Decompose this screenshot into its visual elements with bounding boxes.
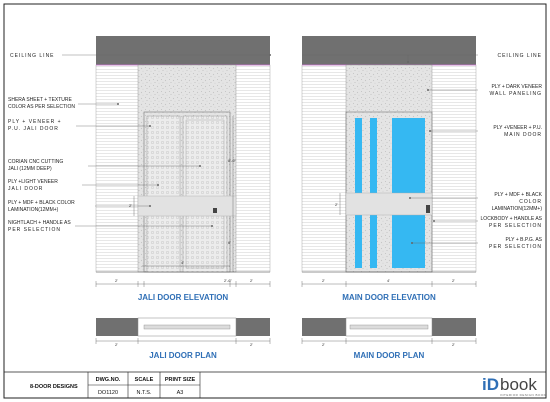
main-door-plan — [302, 318, 476, 360]
print-size-value: A3 — [176, 390, 184, 396]
main-plan-dim-left: 2' — [322, 342, 325, 347]
main-plan-wall-right — [432, 318, 476, 336]
main-dim-d: 2' — [335, 202, 338, 207]
jali-black-label-1: PLY + MDF + BLACK COLOR — [8, 200, 75, 206]
jali-dim-b: 2'-6" — [224, 278, 232, 283]
jali-door-right-leaf — [183, 116, 227, 272]
main-mdf-label-1: PLY + MDF + BLACK — [494, 192, 542, 198]
main-ceiling-slab — [302, 36, 476, 65]
jali-corian-label-1: CORIAN CNC CUTTING — [8, 159, 64, 165]
brand-part-a: iD — [482, 375, 499, 394]
jali-door-elevation — [8, 36, 271, 302]
main-lockbody — [426, 205, 430, 213]
main-ceiling-label: CEILING LINE — [497, 53, 542, 59]
main-lamination-band — [346, 193, 432, 215]
main-elevation-title: MAIN DOOR ELEVATION — [342, 293, 436, 302]
jali-door-plan — [96, 318, 270, 360]
jali-dim-g: 2' — [129, 203, 132, 208]
main-dark-label-2: WALL PANELING — [489, 91, 542, 97]
main-lock-label-1: LOCKBODY + HANDLE AS — [480, 216, 542, 222]
dwg-no-value: DO1120 — [97, 390, 119, 396]
jali-plan-door — [144, 325, 230, 329]
main-lock-label-2: PER SELECTION — [488, 223, 542, 229]
idbook-logo — [482, 375, 546, 397]
title-block — [4, 372, 546, 398]
main-plan-door — [350, 325, 428, 329]
main-door-elevation — [302, 36, 543, 302]
jali-plan-wall-right — [236, 318, 270, 336]
jali-handle — [213, 208, 217, 213]
jali-shera-label-2: COLOR AS PER SELECTION — [8, 104, 75, 110]
jali-ceiling-slab — [96, 36, 270, 65]
jali-dim-f: 8'-6" — [228, 158, 236, 163]
jali-ply-label-2: P.U. JALI DOOR — [8, 126, 59, 132]
main-veneer-label-2: MAIN DOOR — [504, 132, 542, 138]
main-dim-a: 2' — [322, 278, 325, 283]
jali-night-label-1: NIGHTLACH + HANDLE AS — [8, 220, 71, 226]
jali-elevation-title: JALI DOOR ELEVATION — [137, 293, 229, 302]
print-size-label: PRINT SIZE — [164, 377, 196, 383]
jali-door-left-leaf — [147, 116, 180, 272]
jali-plan-dim-left: 2' — [115, 342, 118, 347]
main-mdf-label-3: LAMINATION(12MM+) — [491, 206, 542, 212]
main-mdf-label-2: COLOR — [519, 199, 542, 205]
main-dim-c: 2' — [452, 278, 455, 283]
main-dark-label-1: PLY + DARK VENEER — [491, 84, 542, 90]
main-veneer-label-1: PLY +VENEER + P.U. — [493, 125, 542, 131]
scale-value: N.T.S. — [136, 390, 152, 396]
jali-light-label-1: PLY +LIGHT VENEER — [8, 179, 58, 185]
main-plan-dim-right: 2' — [452, 342, 455, 347]
scale-label: SCALE — [134, 377, 154, 383]
jali-plan-wall-left — [96, 318, 138, 336]
main-plan-title: MAIN DOOR PLAN — [353, 351, 425, 360]
jali-night-label-2: PER SELECTION — [8, 227, 62, 233]
jali-plan-dim-right: 2' — [250, 342, 253, 347]
jali-lamination-band — [138, 196, 236, 216]
main-dim-b: 4' — [387, 278, 390, 283]
main-plan-wall-left — [302, 318, 346, 336]
brand-subtitle: INTERIOR DESIGN BOOK — [500, 393, 547, 397]
main-bpg-label-1: PLY + B.P.G. AS — [505, 237, 542, 243]
brand-part-b: book — [500, 375, 537, 394]
jali-dim-a: 2' — [115, 278, 118, 283]
title-block-name: 8-DOOR DESIGNS — [30, 384, 78, 390]
jali-dim-e: 6' — [228, 240, 231, 245]
jali-ply-label-1: PLY + VENEER + — [8, 119, 62, 125]
jali-black-label-2: LAMINATION(12MM+) — [8, 207, 59, 213]
jali-shera-label-1: SHERA SHEET + TEXTURE — [8, 97, 72, 103]
dwg-no-label: DWG.NO. — [95, 377, 121, 383]
jali-dim-d: 2' — [250, 278, 253, 283]
jali-dim-c: 4' — [181, 260, 184, 265]
jali-ceiling-label: CEILING LINE — [10, 53, 55, 59]
jali-light-label-2: JALI DOOR — [8, 186, 44, 192]
jali-corian-label-2: JALI (12MM DEEP) — [8, 166, 52, 172]
main-bpg-label-2: PER SELECTION — [488, 244, 542, 250]
jali-plan-title: JALI DOOR PLAN — [149, 351, 217, 360]
